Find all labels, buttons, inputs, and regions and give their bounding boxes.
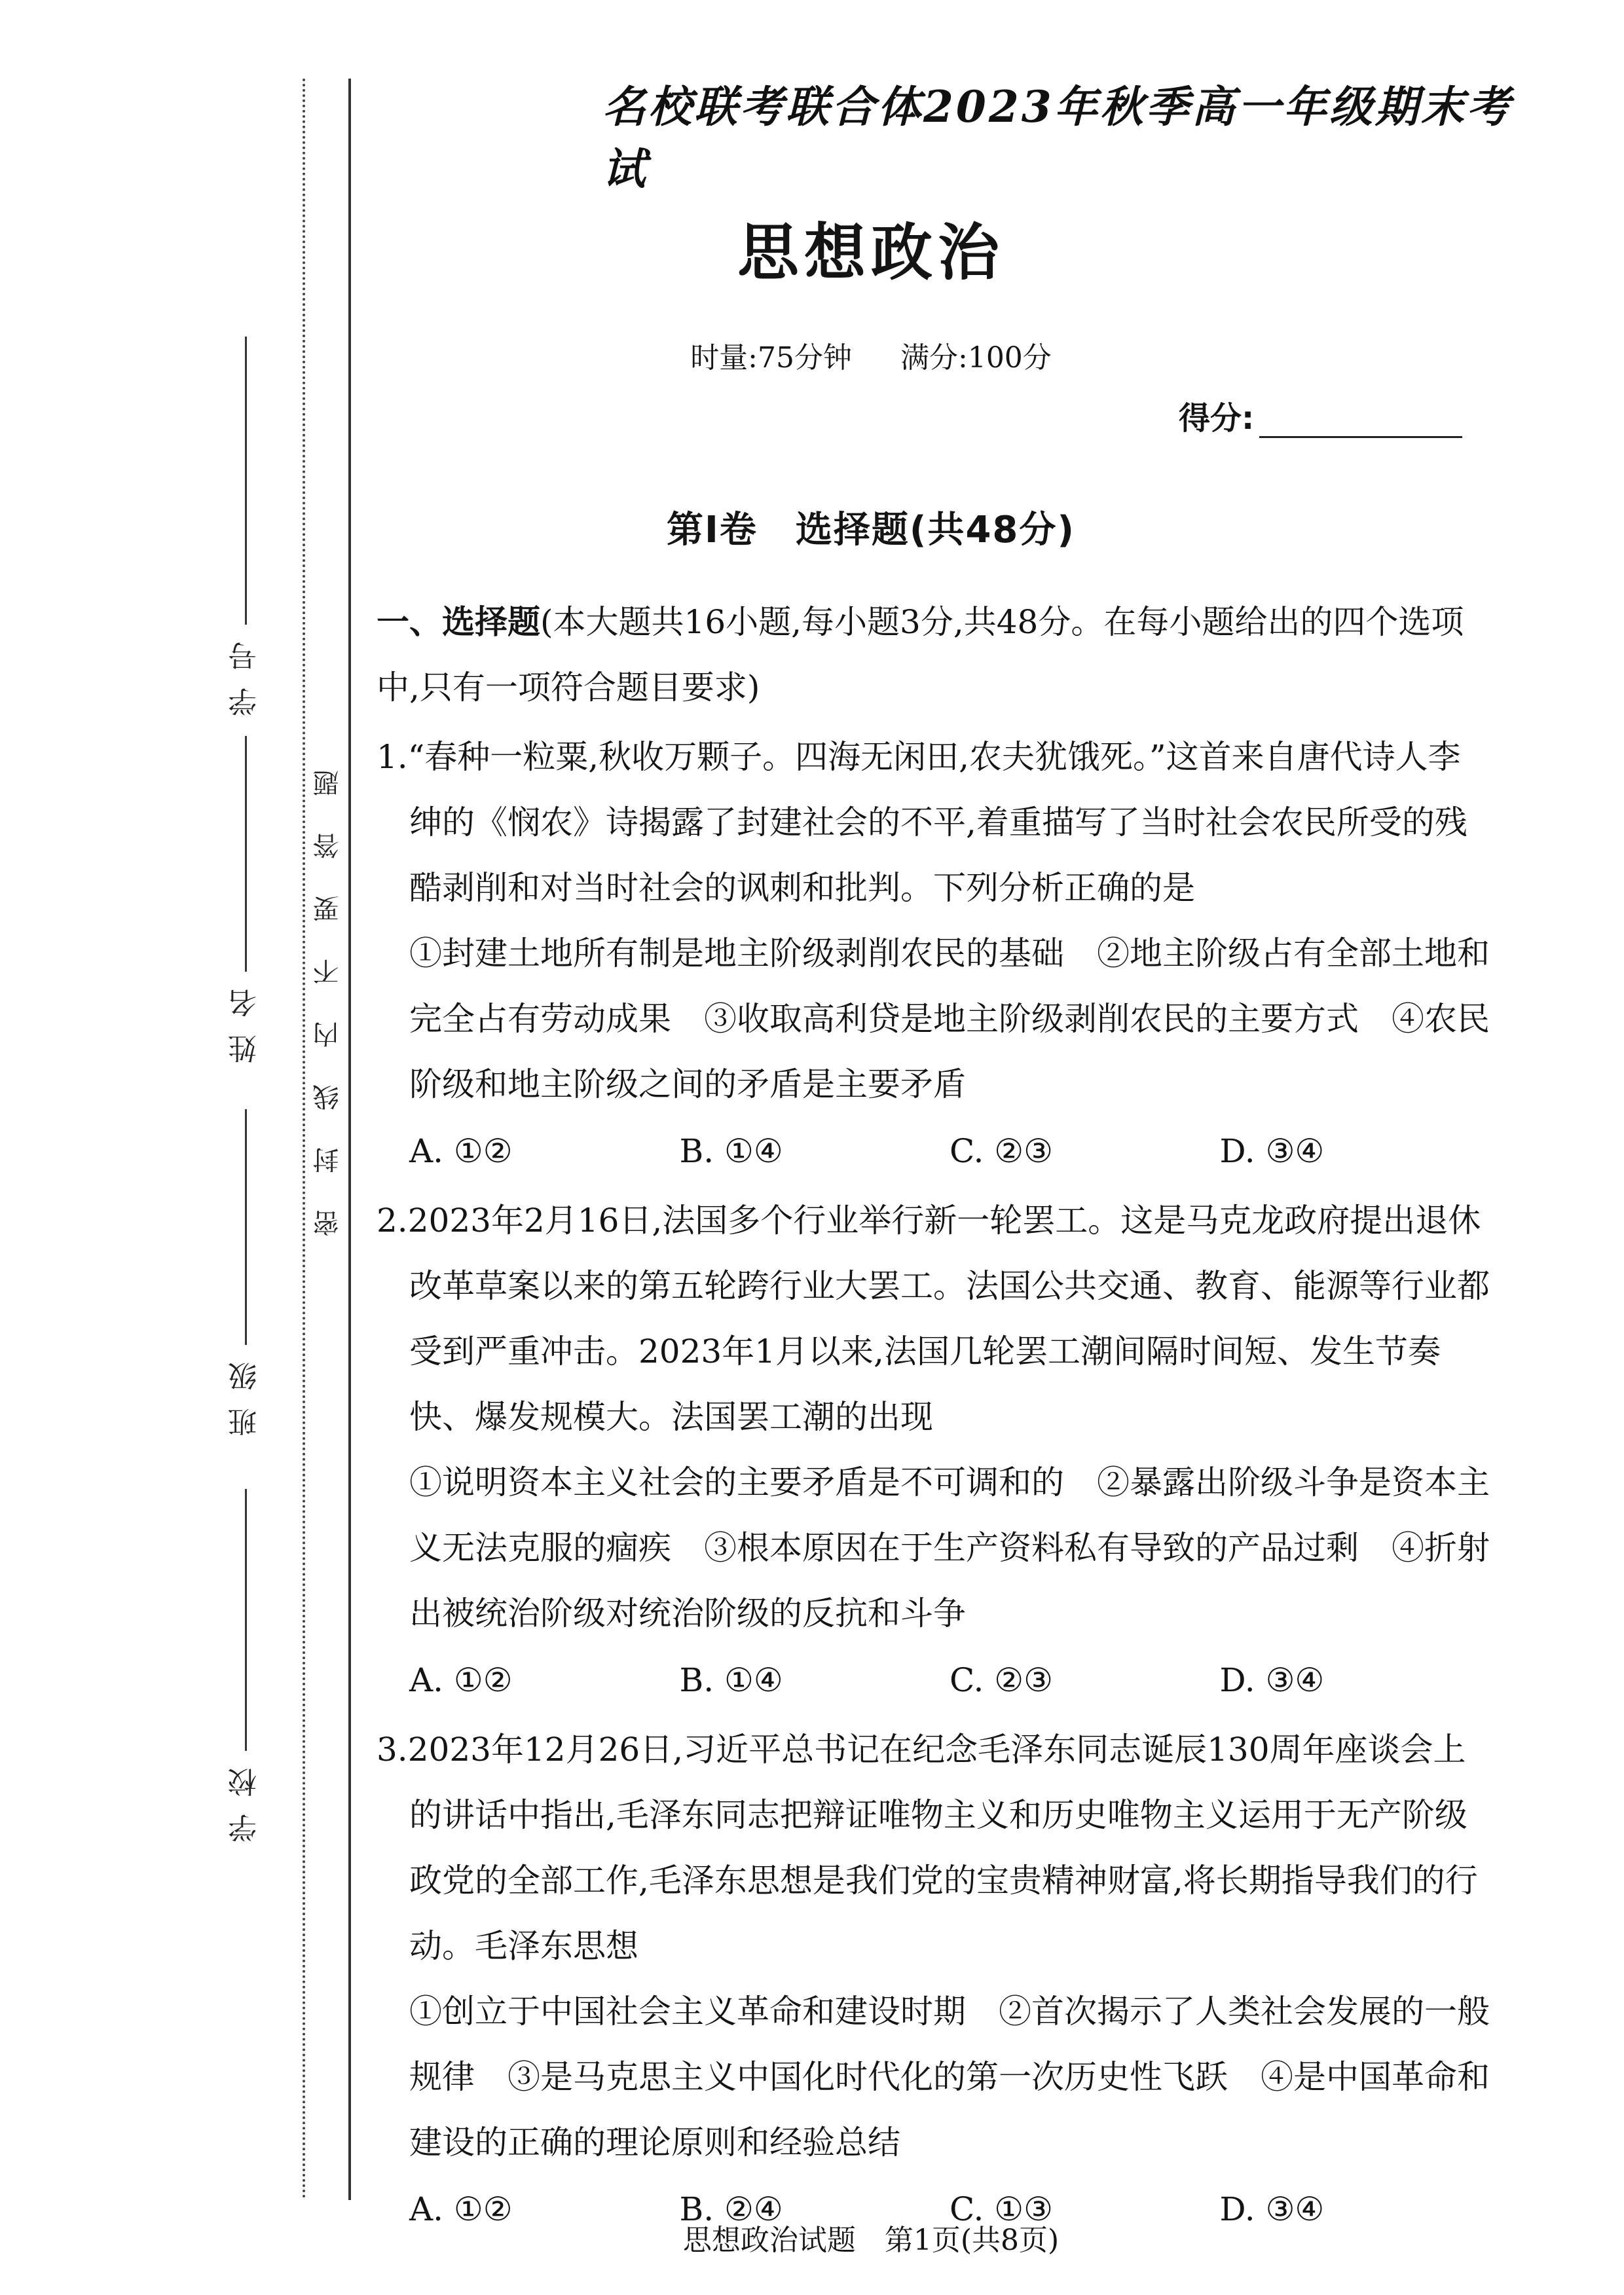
school-label: 学校 (229, 1751, 262, 1843)
question-statements: ①说明资本主义社会的主要矛盾是不可调和的 ②暴露出阶级斗争是资本主义无法克服的痼疾 ③根本原因在于生产资料私有导致的产品过剩 ④折射出被统治阶级对统治阶级的反抗和斗争 (409, 1463, 1490, 1632)
class-field (216, 1100, 275, 1437)
student-id-blank[interactable] (245, 337, 247, 625)
margin-divider (348, 79, 351, 2200)
choice-a[interactable]: A. ①② (409, 2190, 513, 2228)
score-label: 得分: (1179, 400, 1255, 437)
choice-d[interactable]: D. ③④ (1219, 1132, 1325, 1170)
question-stem: 1.“春种一粒粟,秋收万颗子。四海无闲田,农夫犹饿死。”这首来自唐代诗人李绅的《悯农》诗揭露了封建社会的不平,着重描写了当时社会农民所受的残酷剥削和对当时社会的讽刺和批判。下列分析正确的是 (377, 738, 1467, 907)
full-score-text: 满分:100分 (900, 341, 1052, 375)
class-label: 班级 (229, 1345, 262, 1437)
score-blank[interactable] (1259, 402, 1462, 438)
seal-dotted-line (303, 79, 305, 2200)
name-label: 姓名 (229, 972, 262, 1063)
question-1 (377, 724, 1490, 1184)
choice-c[interactable]: C. ②③ (950, 1132, 1053, 1170)
question-stem: 3.2023年12月26日,习近平总书记在纪念毛泽东同志诞辰130周年座谈会上的讲话中指出,毛泽东同志把辩证唯物主义和历史唯物主义运用于无产阶级政党的全部工作,毛泽东思想是我们党的宝贵精神财富,将长期指导我们的行动。毛泽东思想 (377, 1731, 1478, 1965)
question-2 (377, 1188, 1490, 1713)
seal-warning-char: 内 (312, 985, 343, 1048)
choice-d[interactable]: D. ③④ (1219, 2190, 1325, 2228)
page-footer: 思想政治试题 第1页(共8页) (682, 2224, 1060, 2257)
part-description: (本大题共16小题,每小题3分,共48分。在每小题给出的四个选项中,只有一项符合题目要求) (377, 603, 1464, 707)
seal-warning-char: 题 (312, 733, 343, 796)
part-heading (377, 589, 1490, 720)
choice-a[interactable]: A. ①② (409, 1132, 513, 1170)
duration-text: 时量:75分钟 (690, 341, 852, 375)
question-statements: ①创立于中国社会主义革命和建设时期 ②首次揭示了人类社会发展的一般规律 ③是马克思主义中国化时代化的第一次历史性飞跃 ④是中国革命和建设的正确的理论原则和经验总结 (409, 1992, 1490, 2161)
seal-warning (308, 733, 347, 1236)
section-title: 第Ⅰ卷 选择题(共48分) (667, 509, 1075, 551)
school-field (216, 1480, 275, 1843)
exam-meta (0, 334, 1624, 376)
question-3 (377, 1717, 1490, 2242)
choice-d[interactable]: D. ③④ (1219, 1661, 1325, 1699)
answer-choices (377, 1647, 1490, 1713)
choice-b[interactable]: B. ①④ (679, 1661, 783, 1699)
choice-b[interactable]: B. ①④ (679, 1132, 783, 1170)
choice-c[interactable]: C. ①③ (950, 2190, 1053, 2228)
choice-c[interactable]: C. ②③ (950, 1661, 1053, 1699)
seal-warning-char: 答 (312, 796, 343, 859)
question-statements: ①封建土地所有制是地主阶级剥削农民的基础 ②地主阶级占有全部土地和完全占有劳动成果 ③收取高利贷是地主阶级剥削农民的主要方式 ④农民阶级和地主阶级之间的矛盾是主要矛盾 (409, 934, 1490, 1103)
seal-warning-char: 线 (312, 1048, 343, 1111)
subject-title: 思想政治 (737, 217, 1005, 289)
student-id-label: 学号 (229, 625, 262, 716)
part-label: 一、选择题 (377, 603, 540, 641)
question-stem: 2.2023年2月16日,法国多个行业举行新一轮罢工。这是马克龙政府提出退休改革草案以来的第五轮跨行业大罢工。法国公共交通、教育、能源等行业都受到严重冲击。2023年1月以来,法国几轮罢工潮间隔时间短、发生节奏快、爆发规模大。法国罢工潮的出现 (377, 1202, 1490, 1436)
school-blank[interactable] (245, 1489, 247, 1751)
answer-choices (377, 1118, 1490, 1184)
choice-a[interactable]: A. ①② (409, 1661, 513, 1699)
seal-warning-char: 密 (312, 1173, 343, 1236)
seal-warning-char: 要 (312, 859, 343, 922)
class-blank[interactable] (245, 1109, 247, 1345)
question-area (377, 589, 1490, 2242)
name-field (216, 727, 275, 1063)
name-blank[interactable] (245, 736, 247, 972)
seal-warning-char: 封 (312, 1111, 343, 1173)
seal-warning-char: 不 (312, 922, 343, 985)
choice-b[interactable]: B. ②④ (679, 2190, 783, 2228)
score-field (1179, 393, 1462, 438)
exam-title: 名校联考联合体2023年秋季高一年级期末考试 (602, 81, 1513, 194)
